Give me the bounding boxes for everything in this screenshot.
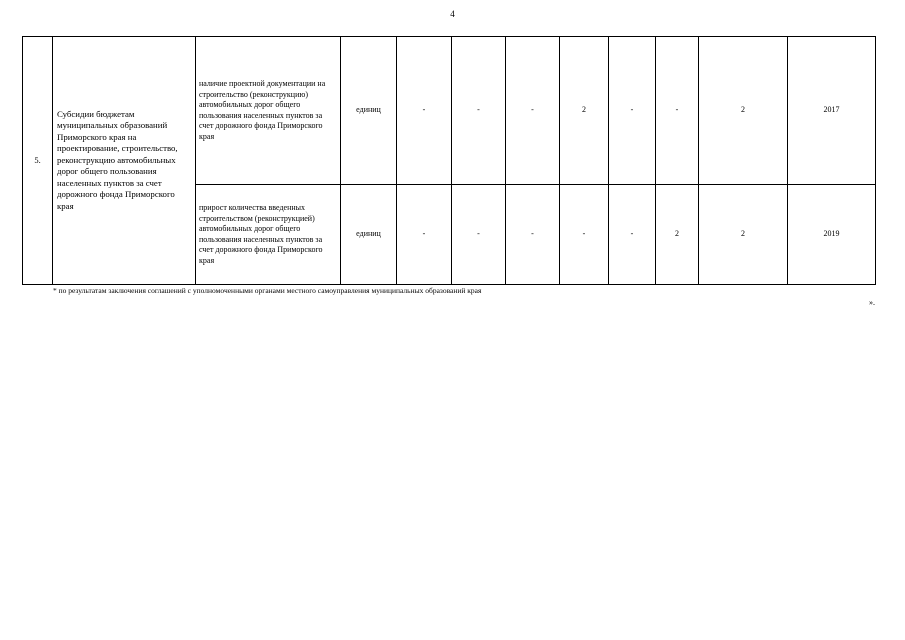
value-cell: - — [656, 37, 699, 185]
value-cell: - — [609, 37, 656, 185]
closing-quote: ». — [869, 298, 875, 307]
unit-cell: единиц — [341, 185, 397, 285]
indicator-text: наличие проектной документации на строительство (реконструкцию) автомобильных дорог общего пользования населенных пунктов за счет дорожного фонда Приморского края — [196, 37, 341, 185]
unit-cell: единиц — [341, 37, 397, 185]
value-cell: - — [397, 185, 452, 285]
table-row — [23, 37, 876, 185]
program-name: Субсидии бюджетам муниципальных образований Приморского края на проектирование, строительство, реконструкцию автомобильных дорог общего пользования населенных пунктов за счет дорожного фонда Приморского края — [53, 37, 196, 285]
indicator-text: прирост количества введенных строительством (реконструкцией) автомобильных дорог общего пользования населенных пунктов за счет дорожного фонда Приморского края — [196, 185, 341, 285]
value-cell: - — [506, 37, 560, 185]
year-cell: 2017 — [788, 37, 876, 185]
total-cell: 2 — [699, 37, 788, 185]
row-number: 5. — [23, 37, 53, 285]
indicators-table — [22, 36, 876, 285]
value-cell: - — [506, 185, 560, 285]
value-cell: 2 — [560, 37, 609, 185]
total-cell: 2 — [699, 185, 788, 285]
page-number: 4 — [450, 9, 455, 19]
footnote: * по результатам заключения соглашений с уполномоченными органами местного самоуправления муниципальных образований края — [53, 286, 482, 295]
year-cell: 2019 — [788, 185, 876, 285]
value-cell: 2 — [656, 185, 699, 285]
value-cell: - — [452, 37, 506, 185]
value-cell: - — [452, 185, 506, 285]
value-cell: - — [609, 185, 656, 285]
value-cell: - — [397, 37, 452, 185]
value-cell: - — [560, 185, 609, 285]
